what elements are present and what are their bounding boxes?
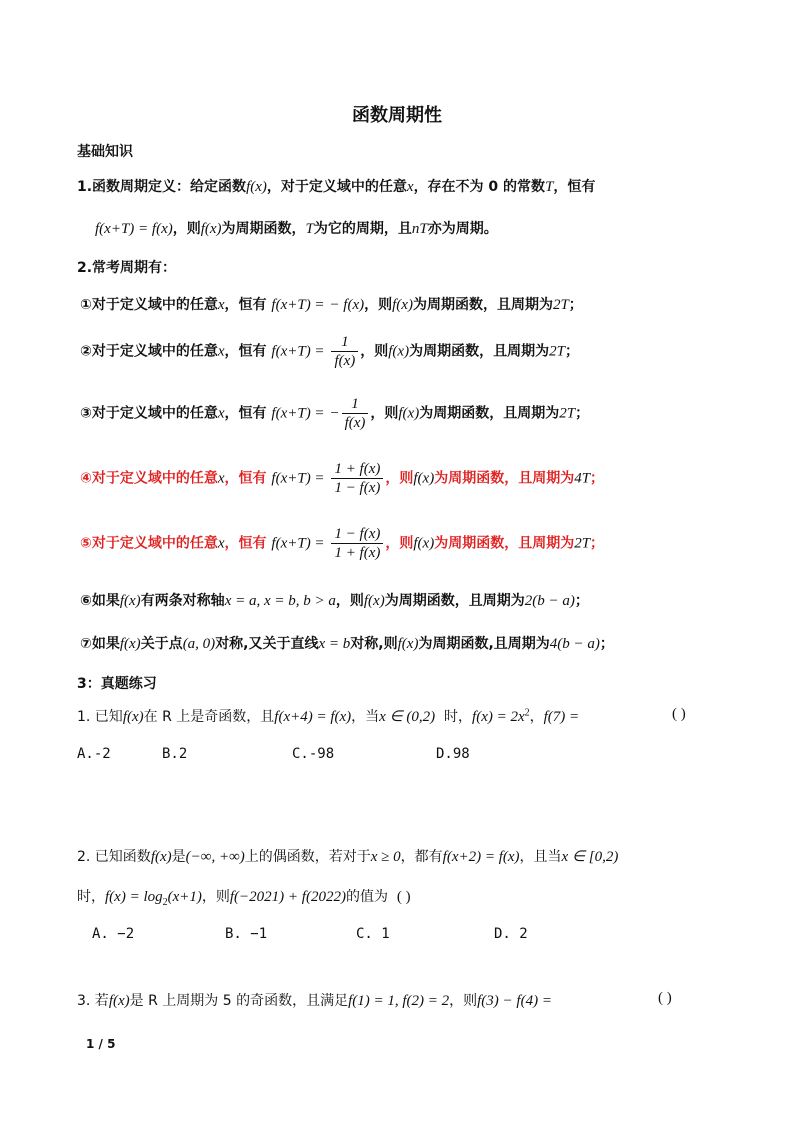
text: 是 xyxy=(171,849,186,865)
math: x xyxy=(217,470,225,487)
math: f(x) xyxy=(200,221,222,237)
text: ； xyxy=(599,636,614,652)
math: − f(x) xyxy=(329,297,365,313)
math: (a, 0) xyxy=(182,636,216,652)
circled-number: ① xyxy=(80,297,92,313)
q1-option-a[interactable]: A.-2 xyxy=(77,746,111,762)
period-item-7 xyxy=(80,633,614,653)
math: f(x) xyxy=(119,636,141,652)
period-item-2 xyxy=(80,334,579,369)
text: ，则 xyxy=(449,993,478,1009)
text: ； xyxy=(568,297,583,313)
numerator: 1 xyxy=(331,334,358,352)
fraction xyxy=(331,526,383,561)
math: 2T xyxy=(559,405,576,422)
text: ，则 xyxy=(370,405,399,422)
math: (−∞, +∞) xyxy=(185,849,245,865)
text: ， xyxy=(529,709,544,725)
math: f(x) xyxy=(363,593,385,609)
text: 对于定义域中的任意 xyxy=(91,405,218,422)
math: f(x+T) = xyxy=(271,297,325,313)
text: 时， xyxy=(444,709,473,725)
q2-option-b[interactable]: B. −1 xyxy=(225,926,268,942)
answer-blank-2[interactable]: ( ) xyxy=(396,889,411,905)
text: 为周期函数， xyxy=(221,221,306,237)
q1-option-b[interactable]: B.2 xyxy=(162,746,188,762)
denominator: f(x) xyxy=(334,353,356,369)
q2-option-c[interactable]: C. 1 xyxy=(356,926,390,942)
text: ，都有 xyxy=(400,849,443,865)
math: f(−2021) + f(2022) xyxy=(229,889,346,905)
math: f(x) xyxy=(246,179,267,195)
math: f(x) = 2x xyxy=(472,709,525,725)
section-basic-knowledge: 基础知识 xyxy=(77,144,133,160)
math: f(x) xyxy=(119,593,141,609)
text: 2. 已知函数 xyxy=(77,849,151,865)
math: 4T xyxy=(574,470,591,487)
page-number: 1 / 5 xyxy=(86,1037,116,1051)
math: 2T xyxy=(552,297,569,313)
text: ； xyxy=(574,593,589,609)
text: ； xyxy=(575,405,590,422)
period-item-3 xyxy=(80,396,589,431)
math: x = b xyxy=(318,636,351,652)
fraction xyxy=(331,334,358,369)
text: 1.函数周期定义：给定函数 xyxy=(77,179,247,195)
math: f(x+T) = xyxy=(271,343,325,360)
text: 对于定义域中的任意 xyxy=(91,535,218,552)
q1-option-c[interactable]: C.-98 xyxy=(292,746,335,762)
text: 为周期函数，且周期为 xyxy=(434,535,575,552)
math: f(x+T) = xyxy=(271,470,325,487)
text: 为周期函数，且周期为 xyxy=(409,343,550,360)
text: 为它的周期，且 xyxy=(313,221,412,237)
text: ，则 xyxy=(360,343,389,360)
math: x xyxy=(217,343,225,360)
text: ，且当 xyxy=(519,849,562,865)
text: 是 R 上周期为 5 的奇函数，且满足 xyxy=(129,993,349,1009)
denominator: 1 + f(x) xyxy=(334,545,381,561)
definition-line-2 xyxy=(95,218,498,238)
section-common-periods: 2.常考周期有： xyxy=(77,260,177,276)
math: f(7) = xyxy=(543,709,580,725)
text: ； xyxy=(590,535,605,552)
question-3 xyxy=(77,990,552,1010)
math: f(x) xyxy=(413,470,435,487)
math: f(x) xyxy=(122,709,144,725)
math: x ∈ [0,2) xyxy=(561,849,619,865)
math: x xyxy=(217,535,225,552)
math: f(x+T) = f(x) xyxy=(95,221,173,237)
circled-number: ④ xyxy=(80,470,92,487)
circled-number: ② xyxy=(80,343,92,360)
text: ，恒有 xyxy=(224,535,267,552)
math: f(x) xyxy=(392,297,413,313)
math: T xyxy=(305,221,314,237)
text: ，则 xyxy=(385,535,414,552)
text: ，恒有 xyxy=(224,343,267,360)
text: 为周期函数，且周期为 xyxy=(384,593,525,609)
math: f(x+4) = f(x) xyxy=(274,709,352,725)
circled-number: ③ xyxy=(80,405,92,422)
math: f(x) xyxy=(413,535,435,552)
text: 3. 若 xyxy=(77,993,109,1009)
text: ，则 xyxy=(201,889,230,905)
text: 对于定义域中的任意 xyxy=(91,297,218,313)
fraction xyxy=(342,396,369,431)
period-item-4 xyxy=(80,461,604,496)
math: f(x+2) = f(x) xyxy=(442,849,520,865)
math: 4(b − a) xyxy=(549,636,600,652)
circled-number: ⑤ xyxy=(80,535,92,552)
answer-blank-3[interactable]: ( ) xyxy=(658,990,672,1006)
text: 对称,则 xyxy=(350,636,398,652)
math: (x+1) xyxy=(167,889,202,905)
q2-option-d[interactable]: D. 2 xyxy=(494,926,528,942)
text: 有两条对称轴 xyxy=(140,593,225,609)
text: 关于点 xyxy=(140,636,183,652)
text: 的值为 xyxy=(345,889,388,905)
text: 对于定义域中的任意 xyxy=(91,470,218,487)
period-item-5 xyxy=(80,526,604,561)
math: 2T xyxy=(574,535,591,552)
math: x ≥ 0 xyxy=(370,849,401,865)
math: x ∈ (0,2) xyxy=(379,709,436,725)
math: x = a, x = b, b > a xyxy=(224,593,336,609)
section-practice: 3：真题练习 xyxy=(77,676,157,692)
text: ，则 xyxy=(172,221,201,237)
math: 2T xyxy=(549,343,565,360)
text: ，当 xyxy=(351,709,380,725)
math: f(1) = 1, f(2) = 2 xyxy=(348,993,450,1009)
text: 为周期函数，且周期为 xyxy=(412,297,553,313)
q1-option-d[interactable]: D.98 xyxy=(436,746,470,762)
question-2-line-1 xyxy=(77,846,618,866)
question-2-line-2 xyxy=(77,886,411,908)
text: 为周期函数，且周期为 xyxy=(434,470,575,487)
math: − xyxy=(329,405,340,422)
numerator: 1 xyxy=(342,396,369,414)
answer-blank-1[interactable]: ( ) xyxy=(672,706,686,722)
text: ，恒有 xyxy=(553,179,596,195)
math: f(x) xyxy=(150,849,172,865)
text: 如果 xyxy=(91,636,120,652)
text: ，恒有 xyxy=(224,297,267,313)
text: ，恒有 xyxy=(224,470,267,487)
definition-line-1 xyxy=(77,176,595,196)
text: 对称,又关于直线 xyxy=(215,636,319,652)
math: f(x) xyxy=(388,343,410,360)
text: 对于定义域中的任意 xyxy=(91,343,218,360)
math: x xyxy=(217,405,225,422)
text: 在 R 上是奇函数，且 xyxy=(143,709,275,725)
text: ，则 xyxy=(335,593,364,609)
period-item-6 xyxy=(80,590,589,610)
math: 2(b − a) xyxy=(524,593,575,609)
math: f(3) − f(4) = xyxy=(477,993,552,1009)
denominator: f(x) xyxy=(344,415,366,431)
circled-number: ⑥ xyxy=(80,593,92,609)
text: ，则 xyxy=(385,470,414,487)
math: x xyxy=(406,179,414,195)
numerator: 1 + f(x) xyxy=(331,461,383,479)
q2-option-a[interactable]: A. −2 xyxy=(92,926,135,942)
text: 上的偶函数，若对于 xyxy=(244,849,371,865)
text: 如果 xyxy=(91,593,120,609)
text: ，则 xyxy=(364,297,393,313)
math: f(x) = log xyxy=(105,889,163,905)
text: 1. 已知 xyxy=(77,709,123,725)
subscript: 2 xyxy=(162,896,168,908)
text: ，恒有 xyxy=(224,405,267,422)
text: 时， xyxy=(77,889,105,905)
text: ，存在不为 0 的常数 xyxy=(413,179,546,195)
math: x xyxy=(217,297,225,313)
text: 为周期函数，且周期为 xyxy=(419,405,560,422)
math: f(x) xyxy=(397,636,419,652)
text: ； xyxy=(564,343,579,360)
math: f(x) xyxy=(398,405,420,422)
denominator: 1 − f(x) xyxy=(334,480,381,496)
numerator: 1 − f(x) xyxy=(331,526,383,544)
fraction xyxy=(331,461,383,496)
math: f(x+T) = xyxy=(271,405,325,422)
text: ； xyxy=(590,470,605,487)
math: T xyxy=(545,179,554,195)
math: nT xyxy=(411,221,428,237)
exponent: 2 xyxy=(524,707,530,719)
text: ，对于定义域中的任意 xyxy=(266,179,407,195)
math: f(x) xyxy=(108,993,130,1009)
text: 亦为周期。 xyxy=(427,221,498,237)
question-1 xyxy=(77,706,579,726)
page-title: 函数周期性 xyxy=(352,105,442,126)
period-item-1 xyxy=(80,294,583,314)
circled-number: ⑦ xyxy=(80,636,92,652)
math: f(x+T) = xyxy=(271,535,325,552)
text: 为周期函数,且周期为 xyxy=(418,636,550,652)
